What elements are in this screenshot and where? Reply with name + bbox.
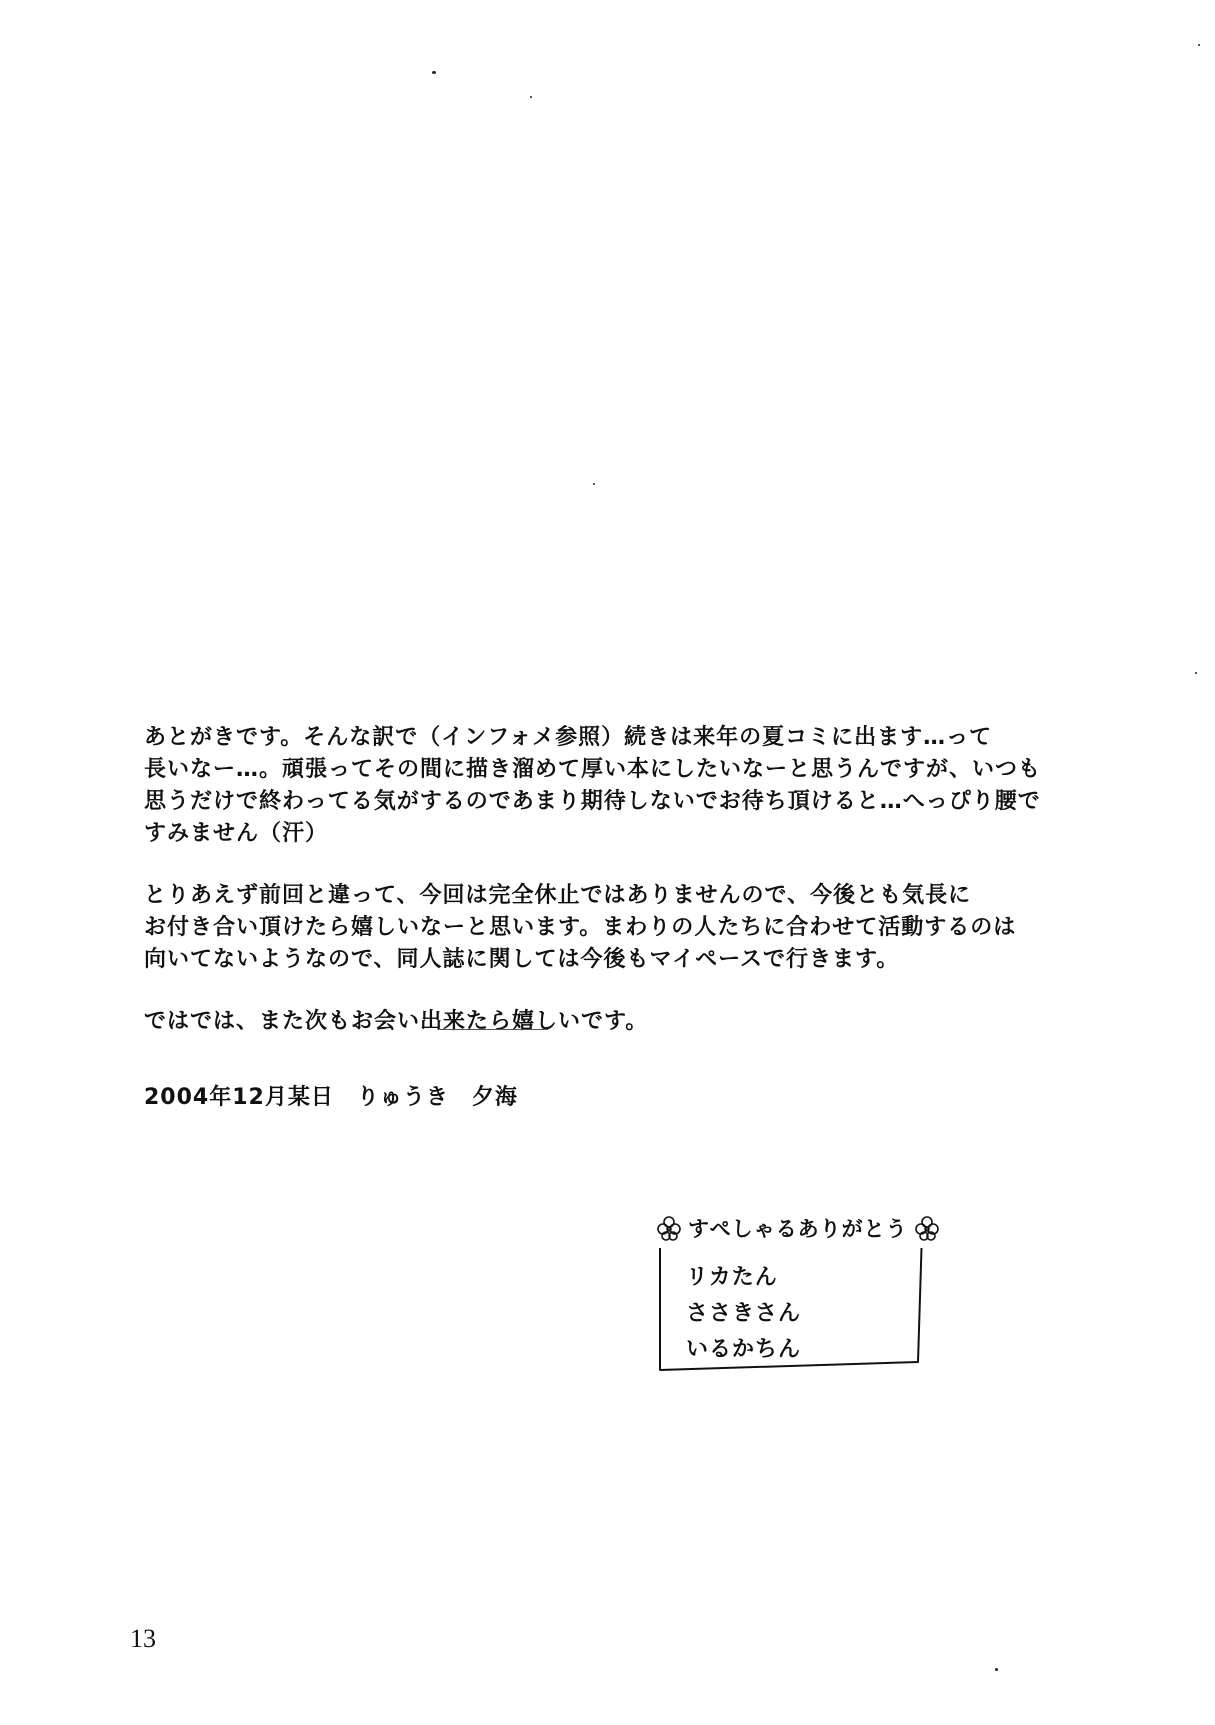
signature-date-author: 2004年12月某日 りゅうき 夕海 bbox=[144, 1085, 518, 1110]
page-number: 13 bbox=[130, 1624, 156, 1653]
list-item: ささきさん bbox=[686, 1301, 802, 1326]
scan-speck bbox=[432, 71, 436, 74]
text-line: すみません（汗） bbox=[144, 821, 329, 846]
afterword-paragraph bbox=[144, 722, 1094, 850]
special-thanks-box bbox=[652, 1208, 924, 1372]
list-item: いるかちん bbox=[686, 1337, 802, 1362]
flower-icon bbox=[656, 1215, 682, 1241]
text-line: とりあえず前回と違って、今回は完全休止ではありませんので、今後とも気長に bbox=[144, 883, 972, 908]
scan-speck bbox=[995, 1668, 998, 1671]
thanks-title: すぺしゃるありがとう bbox=[688, 1217, 908, 1241]
text-line: あとがきです。そんな訳で（インフォメ参照）続きは来年の夏コミに出ます…って bbox=[144, 725, 993, 750]
scan-speck bbox=[1198, 44, 1200, 46]
list-item: リカたん bbox=[686, 1265, 778, 1290]
scan-speck bbox=[593, 483, 595, 485]
afterword-paragraph bbox=[144, 880, 1094, 976]
text-line: お付き合い頂けたら嬉しいなーと思います。まわりの人たちに合わせて活動するのは bbox=[144, 915, 1017, 940]
afterword-text bbox=[144, 722, 1094, 1068]
text-line: 思うだけで終わってる気がするのであまり期待しないでお待ち頂けると…へっぴり腰で bbox=[144, 789, 1041, 814]
scan-speck bbox=[530, 96, 532, 98]
text-line: ではでは、また次もお会い出来たら嬉しいです。 bbox=[144, 1009, 649, 1034]
text-line: 向いてないようなので、同人誌に関しては今後もマイペースで行きます。 bbox=[144, 947, 900, 972]
divider bbox=[440, 1029, 548, 1030]
text-line: 長いなー…。頑張ってその間に描き溜めて厚い本にしたいなーと思うんですが、いつも bbox=[144, 757, 1042, 782]
thanks-title-row bbox=[652, 1208, 944, 1248]
afterword-paragraph bbox=[144, 1006, 1094, 1038]
scan-speck bbox=[1195, 672, 1197, 674]
flower-icon bbox=[914, 1215, 940, 1241]
thanks-name-list bbox=[686, 1260, 801, 1368]
